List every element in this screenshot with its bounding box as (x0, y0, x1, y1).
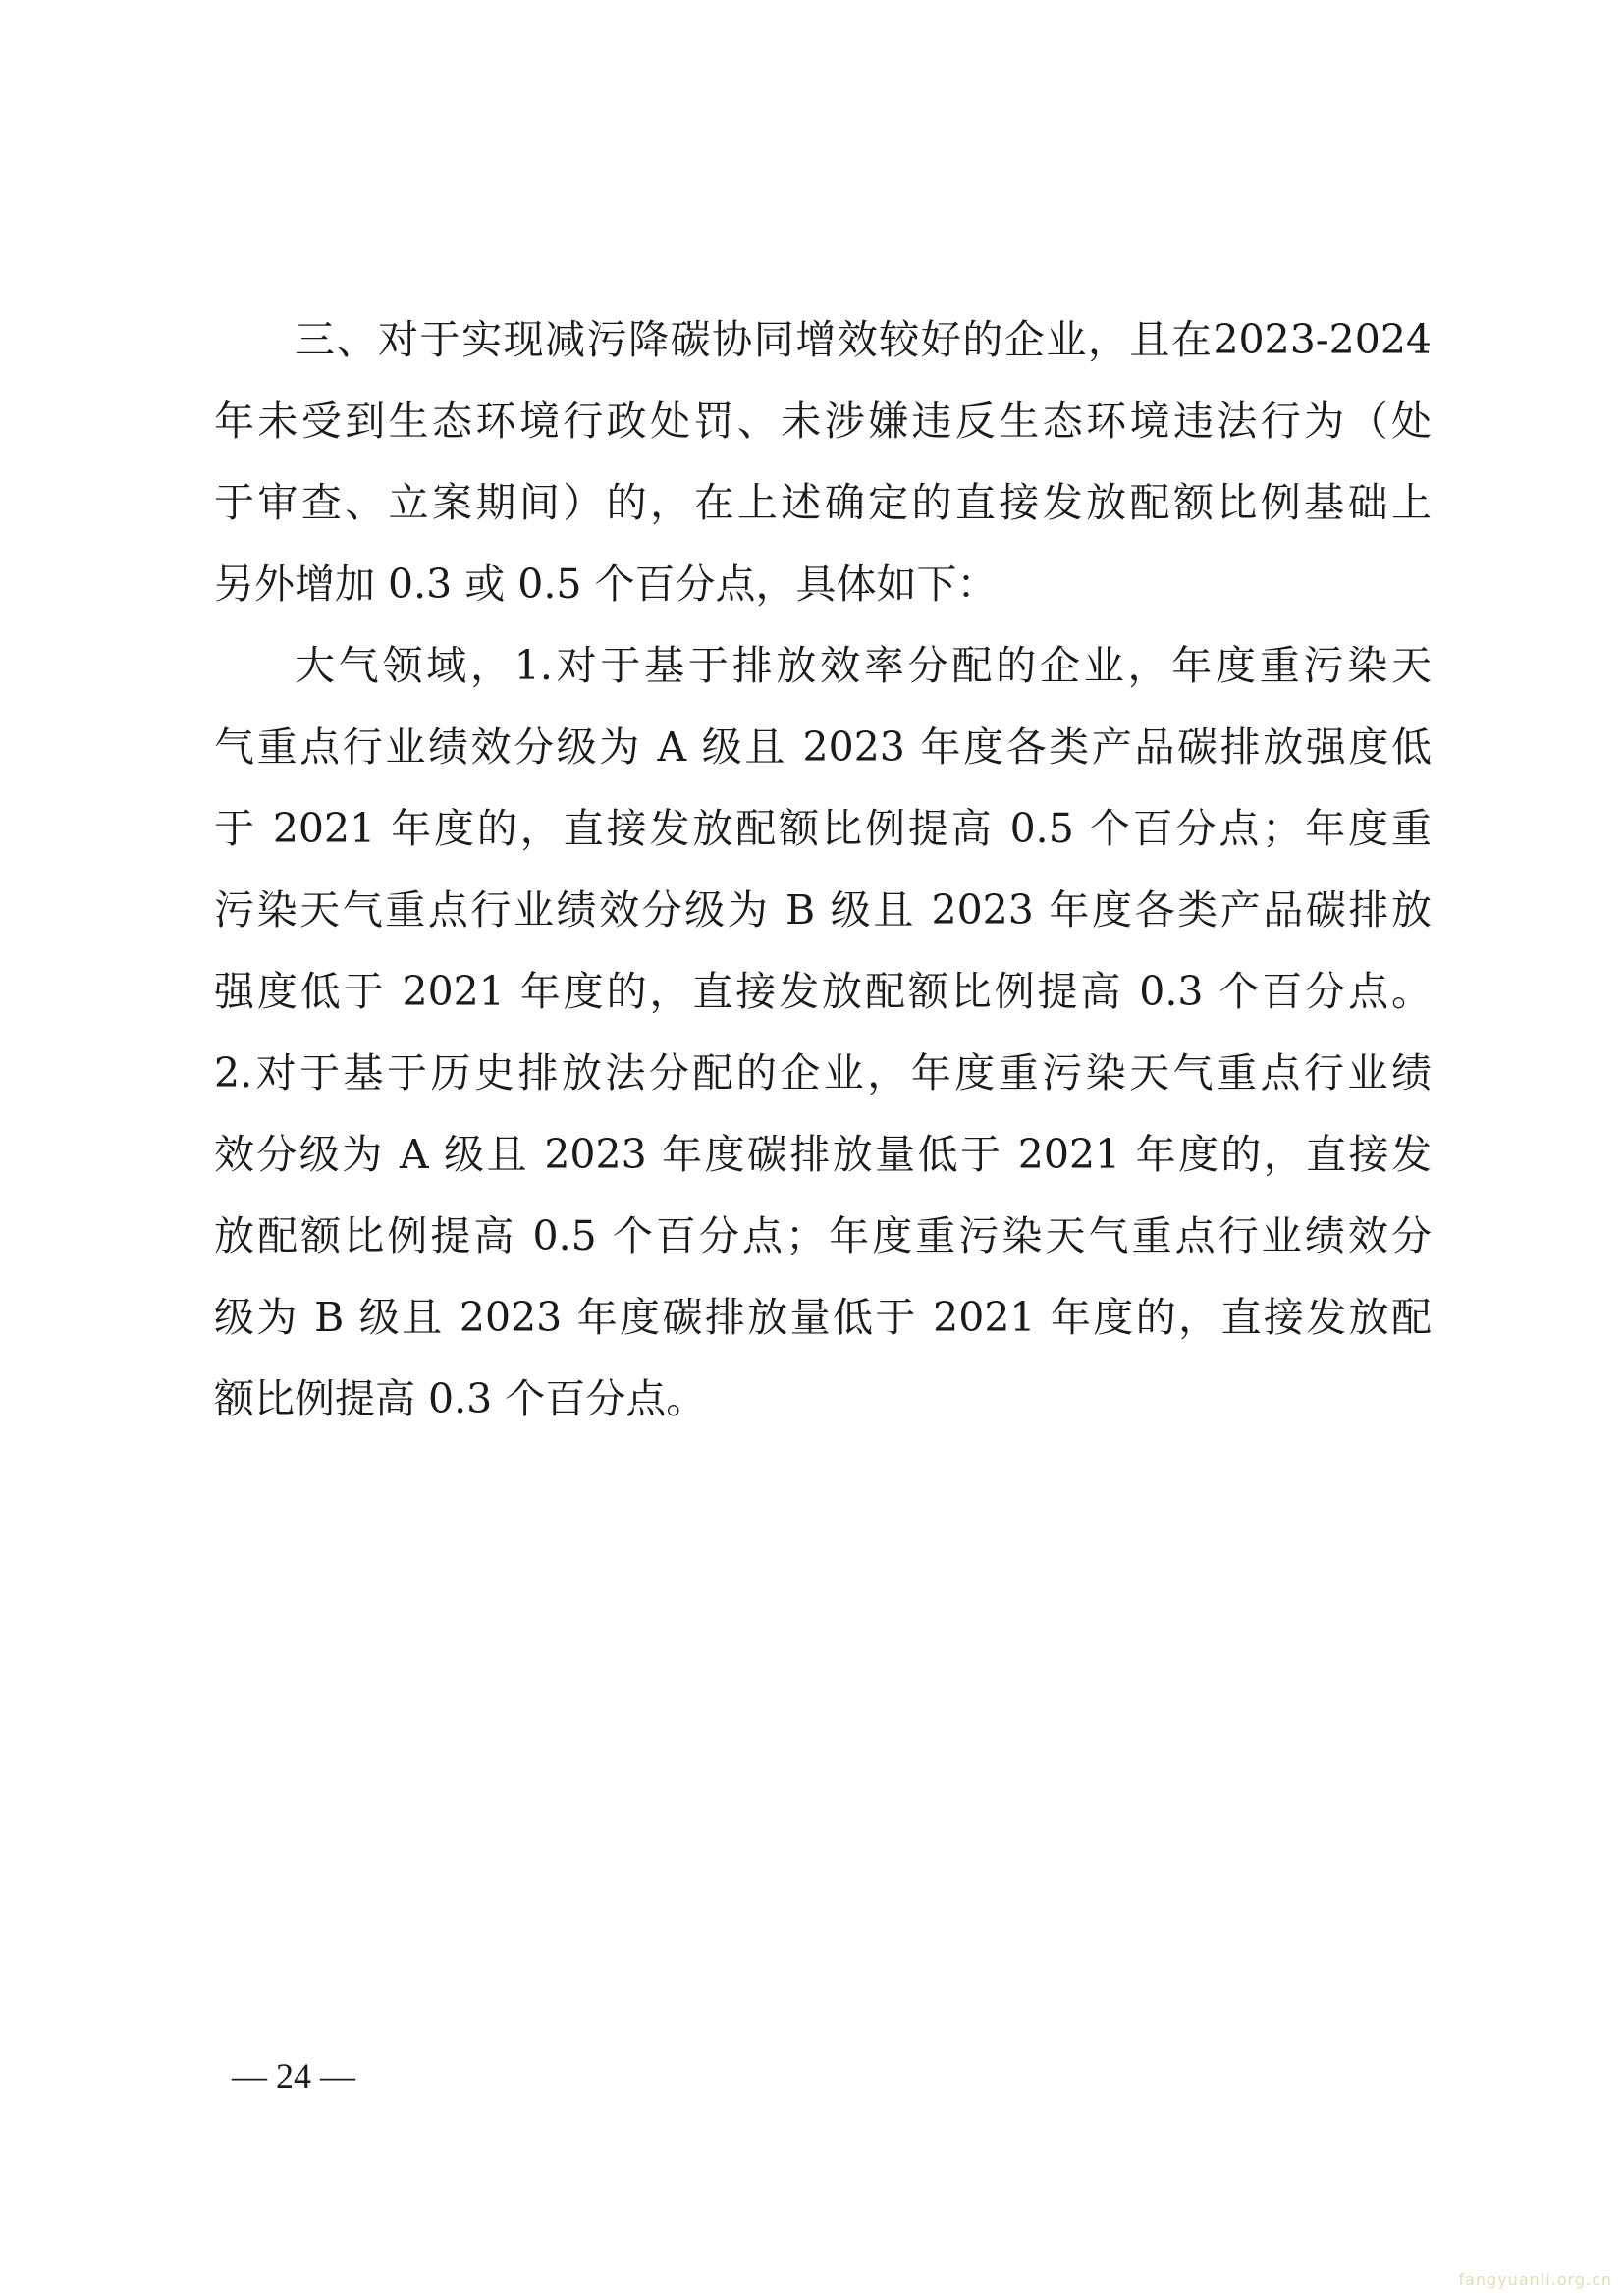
paragraph-2-line-10: 额比例提高 0.3 个百分点。 (214, 1375, 707, 1422)
paragraph-2-line-7: 效分级为 A 级且 2023 年度碳排放量低于 2021 年度的，直接发 (214, 1131, 1432, 1178)
page-number: — 24 — (232, 2056, 355, 2096)
paragraph-2-line-6: 2.对于基于历史排放法分配的企业，年度重污染天气重点行业绩 (214, 1049, 1432, 1096)
paragraph-2-line-1: 大气领域，1.对于基于排放效率分配的企业，年度重污染天 (295, 642, 1432, 689)
paragraph-2-line-9: 级为 B 级且 2023 年度碳排放量低于 2021 年度的，直接发放配 (214, 1294, 1432, 1341)
paragraph-2-line-8: 放配额比例提高 0.5 个百分点；年度重污染天气重点行业绩效分 (214, 1212, 1432, 1259)
paragraph-1-line-1: 三、对于实现减污降碳协同增效较好的企业，且在2023-2024 (295, 316, 1432, 363)
paragraph-2-line-3: 于 2021 年度的，直接发放配额比例提高 0.5 个百分点；年度重 (214, 805, 1432, 852)
paragraph-2-line-5: 强度低于 2021 年度的，直接发放配额比例提高 0.3 个百分点。 (214, 968, 1432, 1015)
paragraph-1-line-2: 年未受到生态环境行政处罚、未涉嫌违反生态环境违法行为（处 (214, 398, 1432, 445)
paragraph-1-line-3: 于审查、立案期间）的，在上述确定的直接发放配额比例基础上 (214, 479, 1432, 526)
paragraph-1-line-4: 另外增加 0.3 或 0.5 个百分点，具体如下： (214, 561, 998, 608)
paragraph-2-line-4: 污染天气重点行业绩效分级为 B 级且 2023 年度各类产品碳排放 (214, 886, 1432, 934)
paragraph-2-line-2: 气重点行业绩效分级为 A 级且 2023 年度各类产品碳排放强度低 (214, 723, 1432, 771)
watermark: fangyuanli.org.cn (1458, 2270, 1612, 2289)
